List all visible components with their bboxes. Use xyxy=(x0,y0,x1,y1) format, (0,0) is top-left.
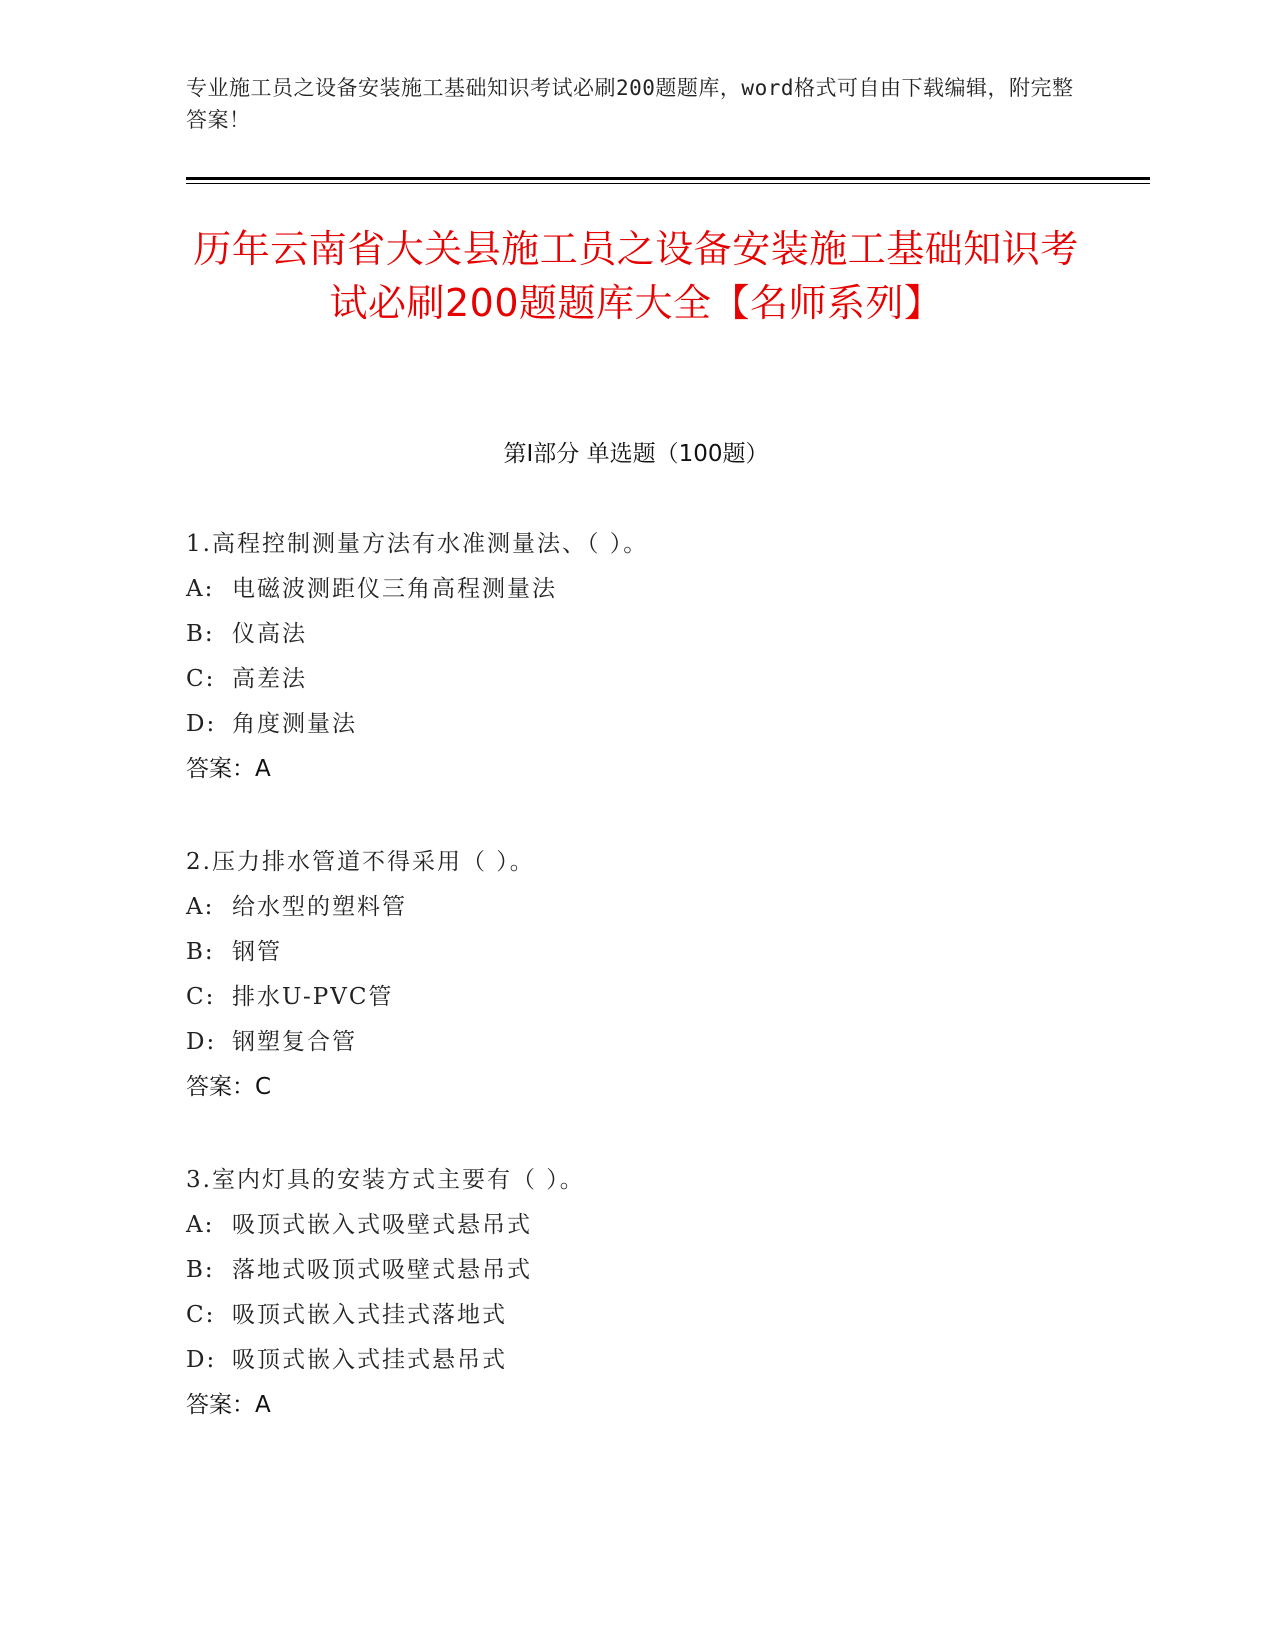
option-text: 落地式吸顶式吸壁式悬吊式 xyxy=(232,1257,532,1283)
option-b xyxy=(186,930,1086,975)
option-c xyxy=(186,975,1086,1020)
question-3 xyxy=(186,1158,1086,1428)
question-stem: 2.压力排水管道不得采用（ ）。 xyxy=(186,849,535,875)
option-key: C: xyxy=(186,666,216,692)
option-text: 吸顶式嵌入式挂式悬吊式 xyxy=(232,1347,507,1373)
question-stem: 3.室内灯具的安装方式主要有（ ）。 xyxy=(186,1167,585,1193)
option-c xyxy=(186,657,1086,702)
option-text: 仪高法 xyxy=(232,621,307,647)
option-a xyxy=(186,885,1086,930)
option-a xyxy=(186,567,1086,612)
document-title: 历年云南省大关县施工员之设备安装施工基础知识考试必刷200题题库大全【名师系列】 xyxy=(193,227,1079,325)
option-d xyxy=(186,702,1086,747)
section-heading: 第I部分 单选题（100题） xyxy=(503,441,769,467)
option-d xyxy=(186,1338,1086,1383)
option-text: 吸顶式嵌入式挂式落地式 xyxy=(232,1302,507,1328)
option-text: 钢管 xyxy=(232,939,282,965)
header-divider-thick xyxy=(186,177,1150,180)
option-text: 电磁波测距仪三角高程测量法 xyxy=(232,576,557,602)
option-c xyxy=(186,1293,1086,1338)
option-key: A: xyxy=(186,894,215,920)
option-key: D: xyxy=(186,1029,217,1055)
option-text: 吸顶式嵌入式吸壁式悬吊式 xyxy=(232,1212,532,1238)
option-key: D: xyxy=(186,1347,217,1373)
option-text: 给水型的塑料管 xyxy=(232,894,407,920)
question-stem: 1.高程控制测量方法有水准测量法、（ ）。 xyxy=(186,531,649,557)
answer-line: 答案：A xyxy=(186,1392,271,1418)
option-a xyxy=(186,1203,1086,1248)
option-text: 角度测量法 xyxy=(232,711,357,737)
header-divider-thin xyxy=(186,183,1150,184)
option-b xyxy=(186,1248,1086,1293)
option-key: B: xyxy=(186,621,215,647)
header-note: 专业施工员之设备安装施工基础知识考试必刷200题题库，word格式可自由下载编辑，附完整答案！ xyxy=(186,76,1074,132)
option-text: 排水U-PVC管 xyxy=(232,984,394,1010)
option-key: A: xyxy=(186,1212,215,1238)
option-d xyxy=(186,1020,1086,1065)
question-2 xyxy=(186,840,1086,1110)
option-key: C: xyxy=(186,1302,216,1328)
option-text: 高差法 xyxy=(232,666,307,692)
question-1 xyxy=(186,522,1086,792)
option-key: B: xyxy=(186,939,215,965)
option-key: D: xyxy=(186,711,217,737)
option-b xyxy=(186,612,1086,657)
option-key: B: xyxy=(186,1257,215,1283)
answer-line: 答案：A xyxy=(186,756,271,782)
option-key: A: xyxy=(186,576,215,602)
option-key: C: xyxy=(186,984,216,1010)
option-text: 钢塑复合管 xyxy=(232,1029,357,1055)
answer-line: 答案：C xyxy=(186,1074,272,1100)
